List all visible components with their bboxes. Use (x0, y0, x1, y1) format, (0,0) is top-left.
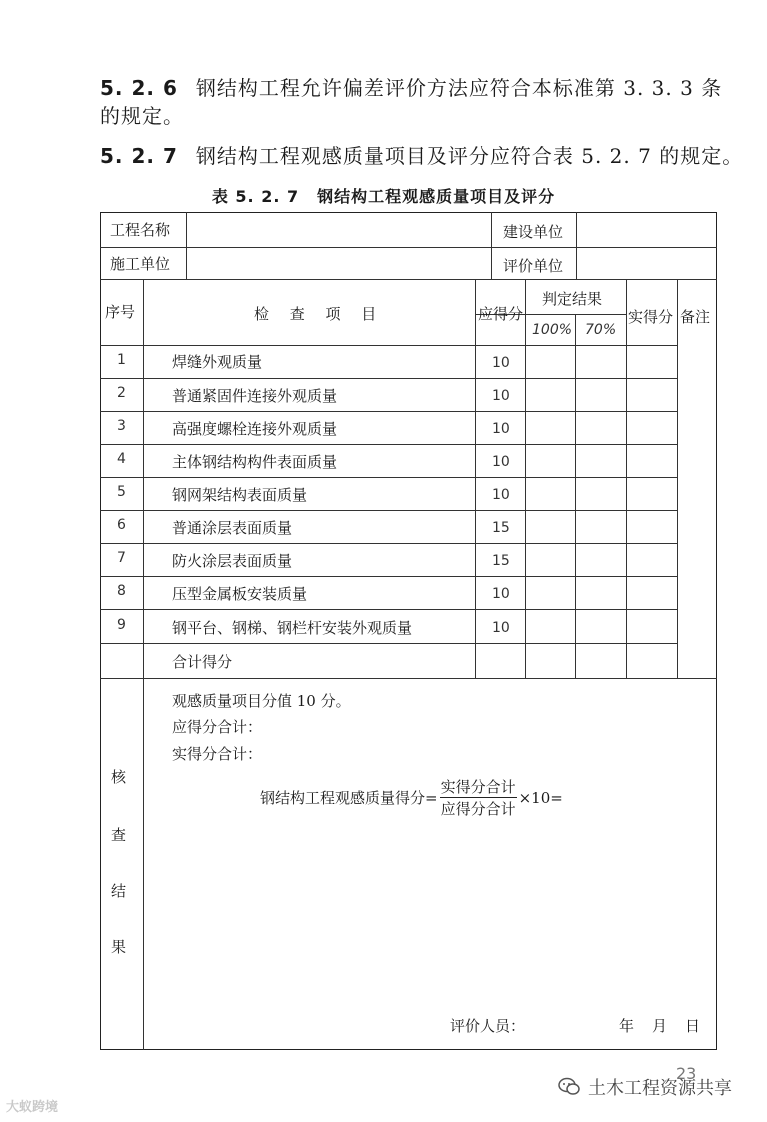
table-vline (186, 212, 187, 279)
col-due-score-header: 应得分 (478, 305, 524, 323)
row-item: 普通涂层表面质量 (172, 519, 293, 537)
row-number: 1 (117, 352, 126, 368)
row-item: 防火涂层表面质量 (172, 552, 293, 570)
formula-fraction (440, 776, 517, 819)
row-number: 7 (117, 550, 126, 566)
clause-number: 5. 2. 7 (100, 144, 178, 168)
col-70-header: 70% (585, 322, 617, 338)
row-score: 10 (492, 388, 510, 404)
col-item-header: 检 查 项 目 (254, 305, 385, 323)
watermark-right-text: 土木工程资源共享 (588, 1078, 732, 1099)
table-vline (576, 212, 577, 279)
formula-left: 钢结构工程观感质量得分= (260, 789, 438, 807)
construction-unit-label: 建设单位 (503, 223, 564, 241)
table-hline (100, 378, 677, 379)
formula-right: ×10= (518, 788, 563, 807)
table-vline (491, 212, 492, 279)
date-month: 月 (652, 1017, 668, 1035)
clause-number: 5. 2. 6 (100, 76, 178, 100)
formula-numerator: 实得分合计 (440, 778, 516, 796)
date-year: 年 (619, 1017, 635, 1035)
watermark-right (558, 1074, 732, 1100)
table-hline (100, 411, 677, 412)
table-hline (100, 543, 677, 544)
evaluation-unit-label: 评价单位 (503, 257, 564, 275)
table-hline (100, 345, 677, 346)
table-vline (143, 279, 144, 1050)
score-formula (260, 776, 563, 819)
table-caption-title: 钢结构工程观感质量项目及评分 (317, 187, 556, 206)
row-number: 5 (117, 484, 126, 500)
row-item: 主体钢结构构件表面质量 (172, 453, 338, 471)
check-result-line: 应得分合计： (172, 718, 263, 736)
col-100-header: 100% (532, 322, 573, 338)
table-vline (525, 279, 526, 314)
row-number: 2 (117, 385, 126, 401)
page-number: 23 (676, 1064, 697, 1083)
clause-text: 钢结构工程观感质量项目及评分应符合表 5. 2. 7 的规定。 (195, 144, 744, 168)
wechat-icon (558, 1077, 580, 1097)
row-item: 普通紧固件连接外观质量 (172, 387, 338, 405)
check-result-char: 结 (111, 882, 127, 900)
row-score: 10 (492, 586, 510, 602)
watermark-left (6, 1096, 58, 1115)
table-caption-number: 表 5. 2. 7 (211, 187, 300, 206)
clause-5-2-7 (100, 140, 743, 169)
table-hline (100, 247, 717, 248)
table-vline (525, 314, 526, 678)
clause-5-2-6-cont (100, 100, 184, 129)
table-hline (100, 279, 717, 280)
col-seq-header: 序号 (105, 303, 136, 321)
row-score: 15 (492, 520, 510, 536)
row-item: 钢平台、钢梯、钢栏杆安装外观质量 (172, 619, 413, 637)
table-vline (475, 279, 476, 678)
row-item: 压型金属板安装质量 (172, 585, 308, 603)
clause-text-cont: 的规定。 (100, 104, 184, 128)
table-hline (100, 609, 677, 610)
table-hline (100, 510, 677, 511)
row-score: 10 (492, 487, 510, 503)
check-result-char: 查 (111, 826, 127, 844)
row-score: 10 (492, 421, 510, 437)
total-score-label: 合计得分 (172, 653, 233, 671)
builder-label: 施工单位 (110, 255, 171, 273)
row-item: 焊缝外观质量 (172, 353, 263, 371)
table-caption (0, 184, 767, 207)
col-remarks-header: 备注 (680, 308, 711, 326)
formula-denominator: 应得分合计 (440, 800, 516, 818)
row-score: 15 (492, 553, 510, 569)
table-hline (100, 678, 717, 679)
row-number: 4 (117, 451, 126, 467)
check-result-line: 实得分合计： (172, 745, 263, 763)
table-vline (677, 279, 678, 678)
row-score: 10 (492, 454, 510, 470)
project-name-label: 工程名称 (110, 221, 171, 239)
table-hline (100, 643, 677, 644)
evaluator-label: 评价人员： (450, 1017, 526, 1035)
table-hline (100, 444, 677, 445)
col-judgment-header: 判定结果 (542, 290, 603, 308)
row-number: 9 (117, 617, 126, 633)
row-number: 3 (117, 418, 126, 434)
row-score: 10 (492, 620, 510, 636)
row-number: 8 (117, 583, 126, 599)
date-day: 日 (685, 1017, 701, 1035)
table-hline (100, 477, 677, 478)
clause-text: 钢结构工程允许偏差评价方法应符合本标准第 3. 3. 3 条 (195, 76, 723, 100)
table-vline (626, 279, 627, 678)
check-result-line: 观感质量项目分值 10 分。 (172, 692, 351, 710)
check-result-char: 核 (111, 768, 127, 786)
watermark-left-text: 大蚁跨境 (6, 1100, 59, 1115)
row-number: 6 (117, 517, 126, 533)
row-item: 高强度螺栓连接外观质量 (172, 420, 338, 438)
table-vline (575, 314, 576, 678)
col-actual-score-header: 实得分 (628, 308, 674, 326)
clause-5-2-6 (100, 72, 722, 101)
table-hline (100, 576, 677, 577)
check-result-char: 果 (111, 938, 127, 956)
row-score: 10 (492, 355, 510, 371)
row-item: 钢网架结构表面质量 (172, 486, 308, 504)
